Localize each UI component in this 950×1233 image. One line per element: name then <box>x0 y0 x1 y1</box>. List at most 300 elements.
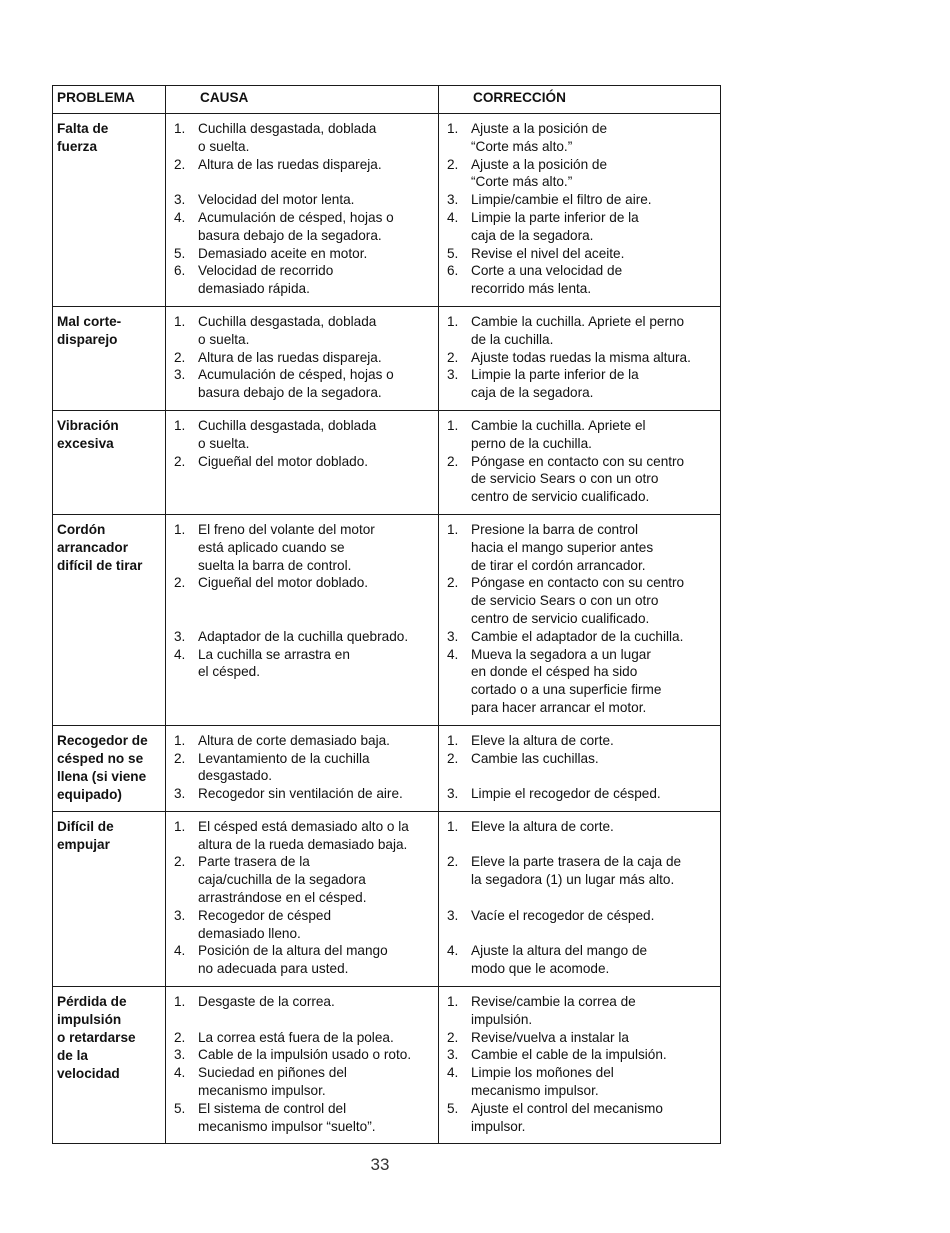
fix-item <box>445 417 718 453</box>
fix-item-text-line: perno de la cuchilla. <box>471 435 592 451</box>
fix-item-text-line: Eleve la altura de corte. <box>471 818 614 834</box>
cause-list <box>172 732 436 803</box>
cause-cell <box>166 514 439 725</box>
cause-item-text-line: Levantamiento de la cuchilla <box>198 750 370 766</box>
fix-item-text <box>471 350 691 365</box>
cause-item-text-line: Demasiado aceite en motor. <box>198 245 368 261</box>
problem-line: o retardarse <box>57 1030 136 1046</box>
cause-item-number: 2. <box>174 349 186 365</box>
cause-item-text-line: La correa está fuera de la polea. <box>198 1029 394 1045</box>
cause-item-text-line: desgastado. <box>198 768 273 784</box>
problem-line: difícil de tirar <box>57 557 143 573</box>
fix-cell <box>439 306 721 410</box>
fix-item-number: 3. <box>447 1047 459 1063</box>
cause-item <box>172 366 436 402</box>
fix-cell <box>439 514 721 725</box>
fix-item-text-line: hacia el mango superior antes <box>471 539 654 555</box>
fix-item <box>445 1046 718 1064</box>
fix-list <box>445 521 718 717</box>
fix-item-text <box>471 943 647 976</box>
fix-item-text-line: de servicio Sears o con un otro <box>471 593 659 609</box>
troubleshooting-page <box>52 85 720 1144</box>
fix-item <box>445 245 718 263</box>
problem-cell <box>53 987 166 1144</box>
fix-item <box>445 1100 718 1136</box>
cause-item-text <box>198 733 390 748</box>
cause-item-text-line: Desgaste de la correa. <box>198 994 335 1010</box>
fix-item-text-line: Revise/cambie la correa de <box>471 994 636 1010</box>
cause-item-text <box>198 1101 376 1134</box>
troubleshooting-table <box>52 85 721 1144</box>
fix-item-text <box>471 192 652 207</box>
cause-item-text <box>198 192 354 207</box>
problem-cell <box>53 811 166 986</box>
cause-item-text-line: el césped. <box>198 664 260 680</box>
cause-item-text-line: mecanismo impulsor. <box>198 1083 326 1099</box>
cause-item-text-line: Posición de la altura del mango <box>198 943 388 959</box>
fix-item-text-line: Ajuste la altura del mango de <box>471 943 648 959</box>
cause-item-text-line: Altura de las ruedas dispareja. <box>198 156 382 172</box>
cause-item <box>172 417 436 453</box>
fix-item-number: 2. <box>447 750 459 766</box>
fix-item-text <box>471 908 654 923</box>
fix-item-text-line: Eleve la altura de corte. <box>471 732 614 748</box>
cause-item-text-line: Altura de las ruedas dispareja. <box>198 349 382 365</box>
cause-list <box>172 521 436 681</box>
cause-item-text-line: o suelta. <box>198 331 250 347</box>
cause-item-text-line: Cuchilla desgastada, doblada <box>198 417 377 433</box>
fix-item-text-line: Ajuste a la posición de <box>471 121 608 136</box>
fix-item <box>445 313 718 349</box>
table-row <box>53 114 721 307</box>
table-row <box>53 987 721 1144</box>
fix-list <box>445 313 718 402</box>
cause-item-number: 5. <box>174 1100 186 1116</box>
cause-item-text-line: demasiado rápida. <box>198 281 310 297</box>
cause-cell <box>166 114 439 307</box>
fix-item-text-line: recorrido más lenta. <box>471 281 592 297</box>
fix-item-text-line: en donde el césped ha sido <box>471 664 638 680</box>
cause-item <box>172 646 436 682</box>
fix-item-text-line: Ajuste a la posición de <box>471 156 608 172</box>
cause-item-text <box>198 314 376 347</box>
cause-item-text <box>198 908 331 941</box>
cause-item-number: 5. <box>174 245 186 261</box>
fix-item-number: 4. <box>447 646 459 662</box>
fix-item-text-line: cortado o a una superficie firme <box>471 682 662 698</box>
fix-item-number: 2. <box>447 854 459 870</box>
fix-item <box>445 993 718 1029</box>
fix-item-text <box>471 751 599 766</box>
fix-cell <box>439 114 721 307</box>
fix-item-number: 2. <box>447 1029 459 1045</box>
cause-item-text <box>198 121 376 154</box>
cause-item <box>172 120 436 156</box>
problem-cell <box>53 114 166 307</box>
problem-line: excesiva <box>57 435 114 451</box>
cause-item-text-line: El sistema de control del <box>198 1100 347 1116</box>
cause-item-text-line: o suelta. <box>198 435 250 451</box>
cause-item-number: 6. <box>174 263 186 279</box>
cause-item-text-line: Cigueñal del motor doblado. <box>198 453 369 469</box>
cause-item <box>172 907 436 943</box>
fix-item-text-line: de servicio Sears o con un otro <box>471 471 659 487</box>
cause-item-text <box>198 819 409 852</box>
fix-item-number: 5. <box>447 245 459 261</box>
fix-list <box>445 732 718 803</box>
cause-item-text-line: Suciedad en piñones del <box>198 1065 347 1081</box>
cause-item-text-line: o suelta. <box>198 138 250 154</box>
cause-item <box>172 521 436 574</box>
fix-item-text-line: Cambie el cable de la impulsión. <box>471 1047 667 1063</box>
cause-item-number: 3. <box>174 907 186 923</box>
fix-item-text-line: para hacer arrancar el motor. <box>471 699 647 715</box>
cause-item-text <box>198 751 370 784</box>
cause-item-text <box>198 350 382 365</box>
table-row <box>53 306 721 410</box>
fix-item-number: 1. <box>447 818 459 834</box>
fix-item-text-line: Cambie las cuchillas. <box>471 750 599 766</box>
cause-item-number: 2. <box>174 854 186 870</box>
fix-item-text-line: modo que le acomode. <box>471 961 610 977</box>
fix-item-text-line: Revise el nivel del aceite. <box>471 245 625 261</box>
fix-item-number: 6. <box>447 263 459 279</box>
cause-item-text-line: basura debajo de la segadora. <box>198 227 382 243</box>
fix-item-number: 5. <box>447 1100 459 1116</box>
cause-list <box>172 313 436 402</box>
fix-item-number: 1. <box>447 313 459 329</box>
fix-item <box>445 574 718 627</box>
fix-item-text <box>471 263 622 296</box>
fix-item-text <box>471 1047 667 1062</box>
fix-item <box>445 785 718 803</box>
fix-item-text <box>471 246 624 261</box>
header-fix: CORRECCIÓN <box>439 86 721 114</box>
cause-item-text-line: Recogedor de césped <box>198 907 332 923</box>
table-body <box>53 114 721 1144</box>
cause-item-text-line: Acumulación de césped, hojas o <box>198 209 394 225</box>
problem-line: Vibración <box>57 417 119 433</box>
cause-item <box>172 245 436 263</box>
cause-item-number: 2. <box>174 575 186 591</box>
fix-cell <box>439 811 721 986</box>
problem-line: velocidad <box>57 1066 120 1082</box>
fix-item <box>445 1064 718 1100</box>
problem-line: fuerza <box>57 139 98 154</box>
cause-item-text <box>198 575 368 590</box>
cause-item <box>172 191 436 209</box>
fix-item-number: 4. <box>447 1065 459 1081</box>
cause-list <box>172 120 436 298</box>
problem-line: arrancador <box>57 539 129 555</box>
header-cause: CAUSA <box>166 86 439 114</box>
fix-item-text-line: de la cuchilla. <box>471 331 554 347</box>
cause-item <box>172 853 436 906</box>
cause-item-text-line: basura debajo de la segadora. <box>198 385 382 401</box>
fix-item-text-line: centro de servicio cualificado. <box>471 610 650 626</box>
fix-item-text-line: la segadora (1) un lugar más alto. <box>471 872 675 888</box>
fix-item <box>445 646 718 717</box>
fix-item <box>445 628 718 646</box>
fix-item-number: 2. <box>447 349 459 365</box>
fix-item-text-line: “Corte más alto.” <box>471 138 573 154</box>
cause-item-text-line: altura de la rueda demasiado baja. <box>198 836 408 852</box>
fix-item <box>445 907 718 925</box>
cause-item-text-line: Velocidad de recorrido <box>198 263 334 279</box>
cause-item-number: 3. <box>174 192 186 208</box>
cause-item-text-line: arrastrándose en el césped. <box>198 890 367 906</box>
fix-list <box>445 818 718 978</box>
cause-item-number: 1. <box>174 994 186 1010</box>
fix-item-text-line: Limpie la parte inferior de la <box>471 209 639 225</box>
fix-item-number: 1. <box>447 732 459 748</box>
cause-item-text <box>198 786 403 801</box>
cause-item <box>172 628 436 646</box>
fix-item-number: 1. <box>447 521 459 537</box>
cause-item-text-line: Adaptador de la cuchilla quebrado. <box>198 628 409 644</box>
fix-item <box>445 191 718 209</box>
problem-cell <box>53 306 166 410</box>
table-row <box>53 514 721 725</box>
fix-item-text-line: de tirar el cordón arrancador. <box>471 557 646 573</box>
cause-item-number: 1. <box>174 121 186 136</box>
problem-line: Mal corte- <box>57 313 122 329</box>
cause-item-text <box>198 1065 347 1098</box>
cause-item-number: 2. <box>174 750 186 766</box>
cause-item-text <box>198 854 367 905</box>
problem-line: Difícil de <box>57 818 114 834</box>
fix-item-text <box>471 418 646 451</box>
cause-item <box>172 942 436 978</box>
cause-item <box>172 262 436 298</box>
fix-item-text <box>471 994 636 1027</box>
problem-line: de la <box>57 1048 88 1064</box>
problem-line: equipado) <box>57 786 122 802</box>
cause-item-text <box>198 629 408 644</box>
fix-item <box>445 366 718 402</box>
problem-line: césped no se <box>57 750 144 766</box>
fix-item-number: 3. <box>447 367 459 383</box>
fix-item-text-line: Limpie los moñones del <box>471 1065 614 1081</box>
fix-item-number: 4. <box>447 209 459 225</box>
table-row <box>53 811 721 986</box>
fix-item-text-line: caja de la segadora. <box>471 227 594 243</box>
cause-item-text-line: Recogedor sin ventilación de aire. <box>198 786 403 802</box>
fix-item-text <box>471 157 607 190</box>
fix-item-number: 3. <box>447 786 459 802</box>
fix-cell <box>439 987 721 1144</box>
cause-item-number: 4. <box>174 1065 186 1081</box>
fix-item-text-line: Cambie la cuchilla. Apriete el <box>471 417 646 433</box>
fix-item-text <box>471 629 683 644</box>
problem-line: impulsión <box>57 1012 122 1028</box>
fix-item-text-line: Ajuste todas ruedas la misma altura. <box>471 349 691 365</box>
cause-cell <box>166 811 439 986</box>
fix-item-text-line: Limpie/cambie el filtro de aire. <box>471 192 652 208</box>
problem-cell <box>53 514 166 725</box>
fix-item-text <box>471 854 681 887</box>
fix-item <box>445 818 718 836</box>
fix-item-text-line: Limpie la parte inferior de la <box>471 367 639 383</box>
cause-cell <box>166 725 439 811</box>
fix-item-number: 3. <box>447 628 459 644</box>
table-row <box>53 725 721 811</box>
fix-item-text <box>471 575 684 626</box>
table-row <box>53 410 721 514</box>
cause-item <box>172 1064 436 1100</box>
cause-item-text-line: caja/cuchilla de la segadora <box>198 872 366 888</box>
cause-item-text <box>198 1047 411 1062</box>
cause-item-text <box>198 418 376 451</box>
problem-line: empujar <box>57 836 110 852</box>
cause-item-text-line: mecanismo impulsor “suelto”. <box>198 1118 376 1134</box>
cause-item-text-line: Cable de la impulsión usado o roto. <box>198 1047 412 1063</box>
cause-item-text <box>198 367 394 400</box>
cause-item-number: 2. <box>174 1029 186 1045</box>
fix-item-text-line: “Corte más alto.” <box>471 174 573 190</box>
cause-item-text <box>198 1030 394 1045</box>
page-number: 33 <box>370 1155 390 1174</box>
problem-line: Cordón <box>57 521 106 537</box>
fix-item-text <box>471 1065 614 1098</box>
fix-item-number: 1. <box>447 121 459 136</box>
fix-item-text-line: Eleve la parte trasera de la caja de <box>471 854 682 870</box>
problem-line: disparejo <box>57 331 118 347</box>
cause-item <box>172 1029 436 1047</box>
fix-item-number: 3. <box>447 907 459 923</box>
cause-item-text-line: Cuchilla desgastada, doblada <box>198 121 377 136</box>
fix-item-number: 2. <box>447 453 459 469</box>
cause-item <box>172 574 436 592</box>
fix-item-text-line: Corte a una velocidad de <box>471 263 623 279</box>
fix-item-text-line: mecanismo impulsor. <box>471 1083 599 1099</box>
cause-item-text <box>198 454 368 469</box>
problem-cell <box>53 725 166 811</box>
fix-item-text <box>471 522 653 573</box>
fix-item-text <box>471 454 684 505</box>
cause-item-text <box>198 210 394 243</box>
cause-item-text-line: está aplicado cuando se <box>198 539 345 555</box>
fix-item <box>445 732 718 750</box>
fix-item <box>445 750 718 768</box>
fix-item-number: 3. <box>447 192 459 208</box>
cause-item <box>172 1046 436 1064</box>
problem-line: llena (si viene <box>57 768 147 784</box>
cause-cell <box>166 306 439 410</box>
cause-item-text-line: Altura de corte demasiado baja. <box>198 732 390 748</box>
cause-item <box>172 818 436 854</box>
fix-item-text <box>471 121 607 154</box>
fix-item <box>445 521 718 574</box>
header-problem: PROBLEMA <box>53 86 166 114</box>
fix-item-number: 4. <box>447 943 459 959</box>
fix-item-number: 2. <box>447 156 459 172</box>
cause-item <box>172 1100 436 1136</box>
cause-item-text <box>198 157 382 172</box>
cause-cell <box>166 410 439 514</box>
table-header-row <box>53 86 721 114</box>
cause-item-text <box>198 647 350 680</box>
fix-item <box>445 942 718 978</box>
cause-item-text <box>198 943 388 976</box>
cause-cell <box>166 987 439 1144</box>
fix-item-text-line: Póngase en contacto con su centro <box>471 453 685 469</box>
cause-item-number: 1. <box>174 313 186 329</box>
cause-item-number: 1. <box>174 417 186 433</box>
fix-item-text <box>471 314 684 347</box>
cause-item-number: 3. <box>174 628 186 644</box>
cause-item-text <box>198 522 375 573</box>
cause-item-number: 3. <box>174 367 186 383</box>
cause-item-text-line: El césped está demasiado alto o la <box>198 818 409 834</box>
cause-item <box>172 750 436 786</box>
fix-item <box>445 453 718 506</box>
problem-line: Recogedor de <box>57 732 148 748</box>
problem-line: Falta de <box>57 121 109 136</box>
fix-list <box>445 120 718 298</box>
cause-item <box>172 785 436 803</box>
fix-item-text <box>471 367 639 400</box>
cause-item-text <box>198 246 367 261</box>
fix-item-text-line: Póngase en contacto con su centro <box>471 575 685 591</box>
fix-item-text-line: centro de servicio cualificado. <box>471 489 650 505</box>
cause-item-text-line: demasiado lleno. <box>198 925 301 941</box>
fix-item-number: 1. <box>447 417 459 433</box>
fix-item-text <box>471 647 661 715</box>
cause-item-text-line: Acumulación de césped, hojas o <box>198 367 394 383</box>
cause-item <box>172 349 436 367</box>
fix-item-text-line: Cambie la cuchilla. Apriete el perno <box>471 313 685 329</box>
cause-item-text-line: Velocidad del motor lenta. <box>198 192 355 208</box>
cause-item-text-line: suelta la barra de control. <box>198 557 352 573</box>
fix-item-text-line: Limpie el recogedor de césped. <box>471 786 661 802</box>
fix-cell <box>439 725 721 811</box>
cause-item-text-line: Parte trasera de la <box>198 854 310 870</box>
fix-item <box>445 156 718 192</box>
cause-item-text-line: Cuchilla desgastada, doblada <box>198 313 377 329</box>
fix-item-text-line: impulsión. <box>471 1011 533 1027</box>
fix-item-number: 2. <box>447 575 459 591</box>
cause-item-text <box>198 263 333 296</box>
fix-item-text-line: caja de la segadora. <box>471 385 594 401</box>
cause-item <box>172 453 436 471</box>
fix-item <box>445 853 718 889</box>
cause-list <box>172 818 436 978</box>
fix-list <box>445 417 718 506</box>
fix-item-text <box>471 819 614 834</box>
fix-item-text-line: Cambie el adaptador de la cuchilla. <box>471 628 684 644</box>
cause-item-number: 3. <box>174 1047 186 1063</box>
cause-item-number: 4. <box>174 943 186 959</box>
cause-item-text-line: Cigueñal del motor doblado. <box>198 575 369 591</box>
cause-item-number: 2. <box>174 453 186 469</box>
fix-item-text-line: Mueva la segadora a un lugar <box>471 646 651 662</box>
fix-item <box>445 120 718 156</box>
problem-line: Pérdida de <box>57 994 127 1010</box>
fix-item-text-line: impulsor. <box>471 1118 526 1134</box>
fix-list <box>445 993 718 1135</box>
fix-item-text <box>471 1030 629 1045</box>
fix-item-text-line: Revise/vuelva a instalar la <box>471 1029 629 1045</box>
cause-item <box>172 993 436 1011</box>
fix-cell <box>439 410 721 514</box>
cause-item-number: 4. <box>174 646 186 662</box>
fix-item <box>445 262 718 298</box>
cause-item-text-line: no adecuada para usted. <box>198 961 349 977</box>
cause-item-text <box>198 994 335 1009</box>
fix-item <box>445 209 718 245</box>
fix-item-text <box>471 786 661 801</box>
